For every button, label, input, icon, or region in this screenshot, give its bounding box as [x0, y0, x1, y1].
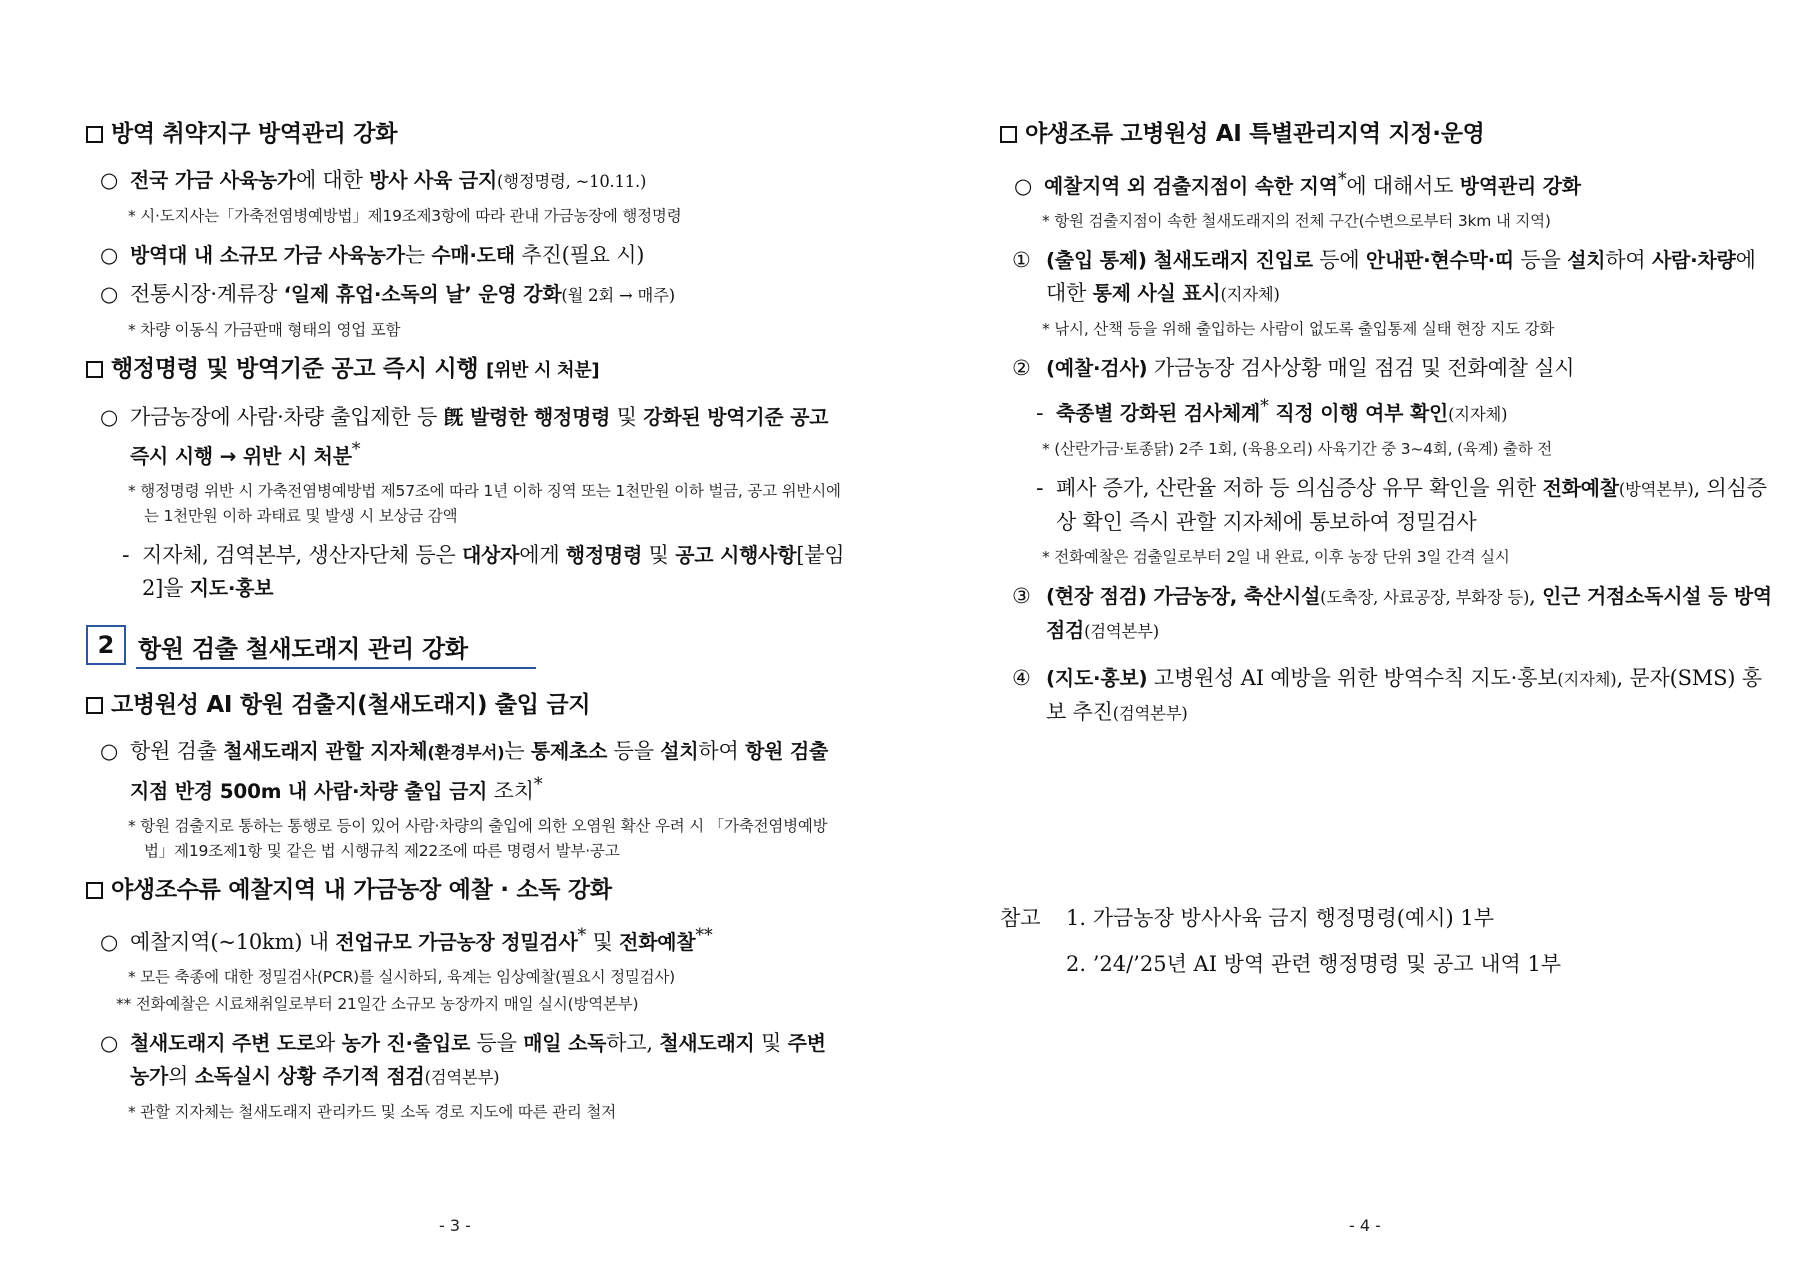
note-order-issuance: * 항원 검출지로 통하는 통행로 등이 있어 사람·차량의 출입에 의한 오염원 확산 우려 시 「가축전염병예방법」제19조제1항 및 같은 법 시행규칙 제22조에 따른 명령서 발부·공고: [128, 817, 828, 860]
bullet-outside-zone: ○ 예찰지역 외 검출지점이 속한 지역*에 대해서도 방역관리 강화: [1014, 170, 1581, 198]
page-4-content: [1000, 118, 1780, 736]
section-heading-surveillance: 야생조수류 예찰지역 내 가금농장 예찰 · 소독 강화: [86, 874, 846, 906]
bullet-precision-test: ○ 예찰지역(~10km) 내 전업규모 가금농장 정밀검사* 및 전화예찰**: [100, 926, 713, 954]
page-number: - 4 -: [1349, 1216, 1381, 1235]
dash-test-system: - 축종별 강화된 검사체계* 직정 이행 여부 확인(지자체): [1036, 397, 1508, 425]
note-mobile-sales: * 차량 이동식 가금판매 형태의 영업 포함: [128, 321, 401, 339]
checkbox-square-icon: [86, 126, 103, 143]
section-heading-access-ban: 고병원성 AI 항원 검출지(철새도래지) 출입 금지: [86, 689, 846, 721]
section-heading-admin-order: 행정명령 및 방역기준 공고 즉시 시행 [위반 시 처분]: [86, 353, 846, 387]
item-site-inspection: ③ (현장 점검) 가금농장, 축산시설(도축장, 사료공장, 부화장 등), 인근 거점소독시설 등 방역 점검(검역본부): [1012, 584, 1772, 642]
note-governor-order: * 시·도지사는「가축전염병예방법」제19조제3항에 따라 관내 가금농장에 행정명령: [128, 207, 682, 225]
item-guidance: ④ (지도·홍보) 고병원성 AI 예방을 위한 방역수칙 지도·홍보(지자체), 문자(SMS) 홍보 추진(검역본부): [1012, 666, 1762, 724]
bullet-checkpoint-setup: ○ 항원 검출 철새도래지 관할 지자체(환경부서)는 통제초소 등을 설치하여 항원 검출지점 반경 500m 내 사람·차량 출입 금지 조치*: [100, 739, 829, 803]
section-2-header: [86, 625, 846, 669]
section-heading-special-zone: 야생조류 고병원성 AI 특별관리지역 지정·운영: [1000, 118, 1780, 150]
bullet-small-farm-culling: ○ 방역대 내 소규모 가금 사육농가는 수매·도태 추진(필요 시): [100, 243, 645, 267]
page-4: [910, 0, 1820, 1286]
note-management-card: * 관할 지자체는 철새도래지 관리카드 및 소독 경로 지도에 따른 관리 철저: [128, 1103, 616, 1121]
reference-item-2: 2. ’24/’25년 AI 방역 관련 행정명령 및 공고 내역 1부: [1066, 952, 1562, 976]
dash-phone-check: - 폐사 증가, 산란율 저하 등 의심증상 유무 확인을 위한 전화예찰(방역본부), 의심증상 확인 즉시 관할 지자체에 통보하여 정밀검사: [1036, 476, 1767, 534]
bullet-market-closure-day: ○ 전통시장·계류장 ‘일제 휴업·소독의 날’ 운영 강화(월 2회 → 매주): [100, 282, 675, 306]
reference-label: 참고: [1000, 906, 1041, 930]
note-penalty: * 행정명령 위반 시 가축전염병예방법 제57조에 따라 1년 이하 징역 또는 1천만원 이하 벌금, 공고 위반시에는 1천만원 이하 과태료 및 발생 시 보상금 감액: [128, 482, 841, 525]
page-number: - 3 -: [439, 1216, 471, 1235]
item-surveillance-test: ② (예찰·검사) 가금농장 검사상황 매일 점검 및 전화예찰 실시: [1012, 356, 1575, 380]
checkbox-square-icon: [86, 882, 103, 899]
item-access-control: ① (출입 통제) 철새도래지 진입로 등에 안내판·현수막·띠 등을 설치하여 사람·차량에 대한 통제 사실 표시(지자체): [1012, 248, 1756, 305]
checkbox-square-icon: [1000, 126, 1017, 143]
bullet-free-range-ban: ○ 전국 가금 사육농가에 대한 방사 사육 금지(행정명령, ~10.11.): [100, 168, 647, 192]
note-phone-surveillance: ** 전화예찰은 시료채취일로부터 21일간 소규모 농장까지 매일 실시(방역본부): [116, 995, 639, 1013]
note-3km-zone: * 항원 검출지점이 속한 철새도래지의 전체 구간(수변으로부터 3km 내 지역): [1042, 212, 1551, 230]
section-heading-vulnerable-zone: 방역 취약지구 방역관리 강화: [86, 118, 846, 150]
note-phone-interval: * 전화예찰은 검출일로부터 2일 내 완료, 이후 농장 단위 3일 간격 실시: [1042, 548, 1510, 566]
note-fishing-walk: * 낚시, 산책 등을 위해 출입하는 사람이 없도록 출입통제 실태 현장 지도 강화: [1042, 320, 1555, 338]
checkbox-square-icon: [86, 697, 103, 714]
checkbox-square-icon: [86, 361, 103, 378]
note-test-frequency: * (산란가금·토종닭) 2주 1회, (육용오리) 사육기간 중 3~4회, (육계) 출하 전: [1042, 440, 1553, 458]
page-3-content: [86, 118, 846, 1135]
reference-item-1: 참고 1. 가금농장 방사사육 금지 행정명령(예시) 1부: [1000, 895, 1780, 941]
section-underline: [136, 667, 536, 669]
reference-attachments: [1000, 895, 1780, 987]
bullet-daily-disinfection: ○ 철새도래지 주변 도로와 농가 진·출입로 등을 매일 소독하고, 철새도래지 및 주변 농가의 소독실시 상황 주기적 점검(검역본부): [100, 1031, 826, 1088]
bullet-admin-order-enforce: ○ 가금농장에 사람·차량 출입제한 등 旣 발령한 행정명령 및 강화된 방역기준 공고 즉시 시행 → 위반 시 처분*: [100, 405, 829, 468]
dash-guidance-promotion: - 지자체, 검역본부, 생산자단체 등은 대상자에게 행정명령 및 공고 시행사항[붙임 2]을 지도·홍보: [122, 543, 845, 600]
section-title: 항원 검출 철새도래지 관리 강화: [138, 635, 468, 663]
note-pcr: * 모든 축종에 대한 정밀검사(PCR)를 실시하되, 육계는 임상예찰(필요시 정밀검사): [128, 968, 676, 986]
section-number: 2: [86, 625, 126, 665]
